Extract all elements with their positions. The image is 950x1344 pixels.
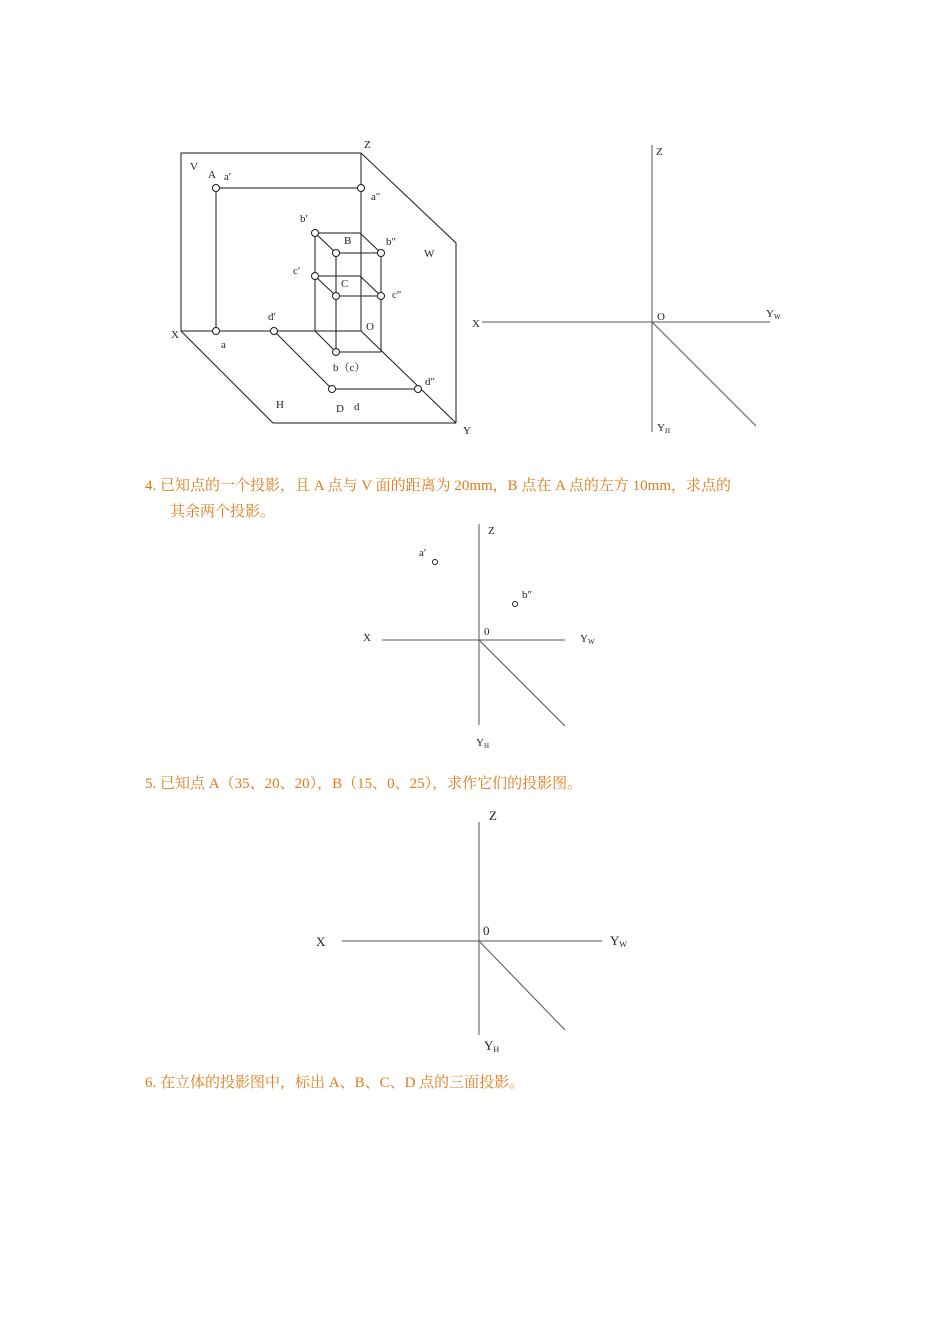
q4-label-o: 0: [484, 626, 490, 638]
q5-label-o: 0: [483, 923, 490, 938]
label-y: Y: [463, 425, 471, 437]
label-d-prime: d′: [268, 311, 276, 323]
label-C: C: [341, 278, 349, 290]
q4-point-a-prime: [433, 560, 438, 565]
label-d-dprime: d″: [425, 376, 436, 388]
label-b-dprime: b″: [386, 236, 397, 248]
label-z: Z: [364, 139, 371, 151]
axes1-label-z: Z: [656, 146, 663, 158]
q5-label-yh: YH: [484, 1038, 500, 1054]
label-a: a: [221, 339, 226, 351]
q4-label-b-dprime: b″: [522, 589, 533, 601]
q4-point-b-dprime: [513, 602, 518, 607]
iso-points: [213, 185, 422, 393]
q4-label-a-prime: a′: [419, 547, 427, 559]
axes-figure-1: [472, 145, 781, 435]
label-v: V: [190, 161, 198, 173]
label-a-prime: a′: [224, 171, 232, 183]
label-c-prime: c′: [293, 265, 301, 277]
question-5: 5. 已知点 A（35、20、20），B（15、0、25），求作它们的投影图。: [145, 776, 583, 792]
axes1-label-o: O: [657, 311, 665, 323]
label-A: A: [208, 169, 216, 181]
label-c-dprime: c″: [392, 289, 402, 301]
label-w: W: [424, 248, 435, 260]
question-6: 6. 在立体的投影图中，标出 A、B、C、D 点的三面投影。: [145, 1075, 525, 1091]
label-o: O: [366, 321, 374, 333]
question-4-line2: 其余两个投影。: [170, 504, 276, 520]
label-bc: b（c）: [333, 362, 366, 374]
label-a-dprime: a″: [371, 191, 381, 203]
q4-label-yh: YH: [476, 737, 490, 750]
axes1-label-yh: YH: [657, 422, 671, 435]
axes1-label-x: X: [472, 318, 480, 330]
label-b-prime: b′: [300, 213, 308, 225]
iso-projection-figure: [0, 0, 950, 460]
label-B: B: [344, 235, 352, 247]
q5-label-z: Z: [489, 808, 497, 823]
label-x: X: [171, 329, 179, 341]
question-4-line1: 4. 已知点的一个投影，且 A 点与 V 面的距离为 20mm，B 点在 A 点的左方 10mm，求点的: [145, 478, 731, 494]
q4-label-yw: YW: [580, 633, 595, 646]
axes1-label-yw: YW: [766, 308, 781, 321]
q5-label-x: X: [316, 934, 326, 949]
q4-label-z: Z: [488, 525, 495, 537]
label-d: d: [354, 401, 360, 413]
q4-label-x: X: [363, 632, 371, 644]
label-h: H: [276, 399, 284, 411]
q5-label-yw: YW: [610, 933, 627, 949]
iso-frame-lines: [181, 153, 456, 423]
label-D: D: [336, 403, 344, 415]
